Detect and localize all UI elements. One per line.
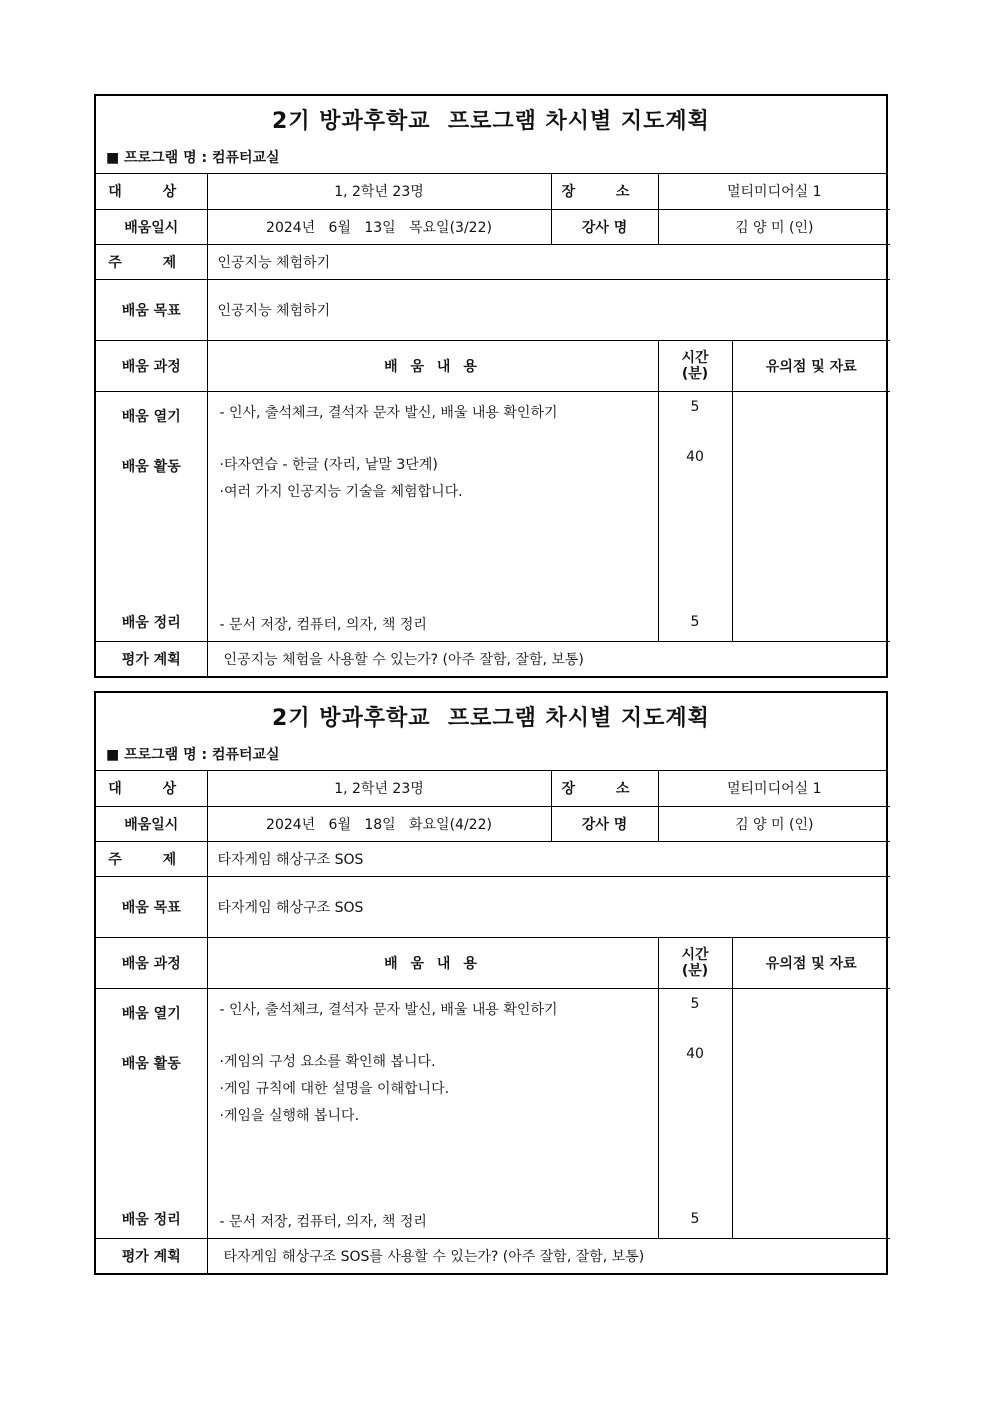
closing-text: - 문서 저장, 컴퓨터, 의자, 책 정리 [219, 1213, 427, 1230]
time-header-line2: (분) [681, 365, 709, 382]
date-value: 2024년 6월 18일 화요일(4/22) [207, 806, 551, 841]
target-value: 1, 2학년 23명 [207, 174, 551, 209]
teacher-label: 강사 명 [551, 806, 658, 841]
topic-label: 주 제 [96, 841, 207, 876]
closing-text: - 문서 저장, 컴퓨터, 의자, 책 정리 [219, 616, 427, 633]
time-closing: 5 [690, 1210, 700, 1227]
process-label: 배움 과정 [96, 340, 207, 391]
stage-closing: 배움 정리 [121, 614, 181, 631]
notes-header: 유의점 및 자료 [732, 937, 890, 988]
date-value: 2024년 6월 13일 목요일(3/22) [207, 209, 551, 244]
date-label: 배움일시 [96, 806, 207, 841]
time-header-line2: (분) [681, 962, 709, 979]
target-label: 대 상 [96, 771, 207, 806]
time-opening: 5 [690, 398, 700, 415]
plan-header [96, 693, 886, 771]
opening-text: - 인사, 출석체크, 결석자 문자 발신, 배울 내용 확인하기 [219, 404, 558, 421]
goal-label: 배움 목표 [96, 279, 207, 340]
time-column [658, 988, 732, 1238]
teacher-label: 강사 명 [551, 209, 658, 244]
stage-opening: 배움 열기 [121, 1005, 181, 1022]
activity-line: ·게임 규칙에 대한 설명을 이해합니다. [219, 1080, 450, 1097]
activity-line: ·여러 가지 인공지능 기술을 체험합니다. [219, 483, 463, 500]
plan-table [96, 771, 890, 1273]
topic-value: 인공지능 체험하기 [207, 244, 890, 279]
stage-opening: 배움 열기 [121, 408, 181, 425]
goal-label: 배움 목표 [96, 876, 207, 937]
program-name: ■ 프로그램 명 : 컴퓨터교실 [106, 747, 280, 763]
content-column [207, 988, 658, 1238]
time-closing: 5 [690, 613, 700, 630]
goal-value: 타자게임 해상구조 SOS [207, 876, 890, 937]
time-column [658, 391, 732, 641]
opening-text: - 인사, 출석체크, 결석자 문자 발신, 배울 내용 확인하기 [219, 1001, 558, 1018]
plan-header [96, 96, 886, 174]
target-label: 대 상 [96, 174, 207, 209]
activity-line: ·게임을 실행해 봅니다. [219, 1107, 360, 1124]
eval-value: 인공지능 체험을 사용할 수 있는가? (아주 잘함, 잘함, 보통) [207, 641, 890, 676]
place-value: 멀티미디어실 1 [658, 174, 890, 209]
notes-column [732, 391, 890, 641]
place-label: 장 소 [551, 174, 658, 209]
content-header: 배 움 내 용 [207, 340, 658, 391]
time-activity: 40 [686, 448, 704, 465]
teacher-value: 김 양 미 (인) [658, 209, 890, 244]
stage-activity: 배움 활동 [121, 458, 181, 475]
time-header [658, 937, 732, 988]
plan-title: 2기 방과후학교 프로그램 차시별 지도계획 [272, 706, 710, 731]
teacher-value: 김 양 미 (인) [658, 806, 890, 841]
activity-line: ·타자연습 - 한글 (자리, 낱말 3단계) [219, 456, 438, 473]
place-value: 멀티미디어실 1 [658, 771, 890, 806]
content-header: 배 움 내 용 [207, 937, 658, 988]
topic-value: 타자게임 해상구조 SOS [207, 841, 890, 876]
stage-column [96, 391, 207, 641]
eval-label: 평가 계획 [96, 1238, 207, 1273]
stage-closing: 배움 정리 [121, 1211, 181, 1228]
time-opening: 5 [690, 995, 700, 1012]
activity-line: ·게임의 구성 요소를 확인해 봅니다. [219, 1053, 436, 1070]
time-header-line1: 시간 [681, 946, 709, 963]
process-label: 배움 과정 [96, 937, 207, 988]
plan-title: 2기 방과후학교 프로그램 차시별 지도계획 [272, 109, 710, 134]
plan-table [96, 174, 890, 676]
lesson-plan-2 [94, 691, 888, 1275]
eval-value: 타자게임 해상구조 SOS를 사용할 수 있는가? (아주 잘함, 잘함, 보통) [207, 1238, 890, 1273]
content-column [207, 391, 658, 641]
target-value: 1, 2학년 23명 [207, 771, 551, 806]
date-label: 배움일시 [96, 209, 207, 244]
program-name: ■ 프로그램 명 : 컴퓨터교실 [106, 150, 280, 166]
eval-label: 평가 계획 [96, 641, 207, 676]
topic-label: 주 제 [96, 244, 207, 279]
time-header-line1: 시간 [681, 349, 709, 366]
goal-value: 인공지능 체험하기 [207, 279, 890, 340]
stage-column [96, 988, 207, 1238]
notes-column [732, 988, 890, 1238]
stage-activity: 배움 활동 [121, 1055, 181, 1072]
time-activity: 40 [686, 1045, 704, 1062]
lesson-plan-1 [94, 94, 888, 678]
notes-header: 유의점 및 자료 [732, 340, 890, 391]
time-header [658, 340, 732, 391]
place-label: 장 소 [551, 771, 658, 806]
